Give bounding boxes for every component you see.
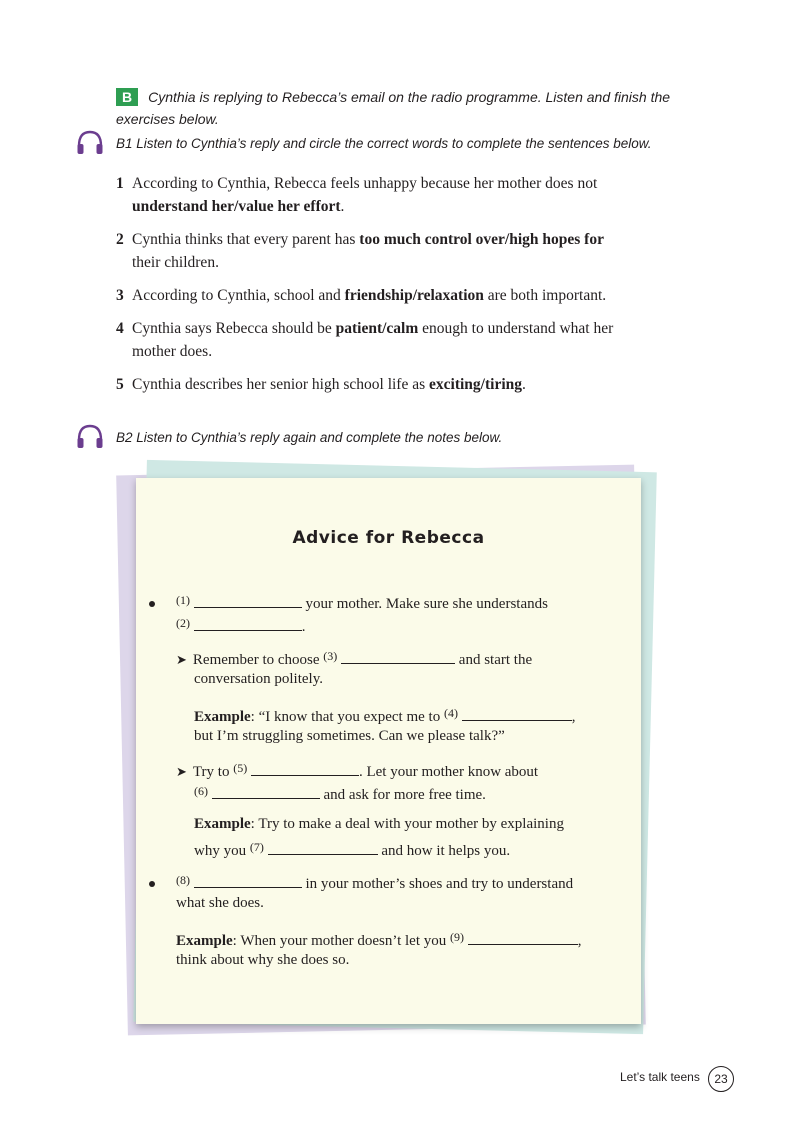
- blank-4[interactable]: [462, 706, 572, 721]
- example-1-cont: but I’m struggling sometimes. Can we please talk?”: [194, 728, 505, 744]
- question-2: 2 Cynthia thinks that every parent has too much control over/high hopes for their children.: [116, 231, 604, 271]
- note-line-2: $^{(2)}$ .: [176, 616, 306, 635]
- arrow-right-icon: ➤: [176, 652, 187, 667]
- example-2-cont: why you $^{(7)}$ and how it helps you.: [194, 840, 511, 859]
- note-line-8-cont: what she does.: [176, 895, 264, 911]
- section-intro: B Cynthia is replying to Rebecca’s email on the radio programme. Listen and finish the exercises below.: [116, 89, 671, 127]
- blank-9[interactable]: [468, 930, 578, 945]
- blank-7[interactable]: [268, 840, 378, 855]
- footer-unit-title: Let’s talk teens: [620, 1070, 700, 1084]
- example-2: Example: Try to make a deal with your mother by explaining: [194, 816, 564, 832]
- section-badge: B: [116, 88, 138, 106]
- b1-instruction: B1 Listen to Cynthia’s reply and circle the correct words to complete the sentences below.: [116, 136, 652, 151]
- note-line-8: $^{(8)}$ in your mother’s shoes and try to understand: [176, 873, 574, 892]
- headphones-icon[interactable]: [76, 424, 104, 450]
- example-1: Example: “I know that you expect me to $^{(4)}$ ,: [194, 706, 576, 725]
- blank-6[interactable]: [212, 784, 320, 799]
- reminder-1-cont: conversation politely.: [194, 671, 323, 687]
- question-1: 1 According to Cynthia, Rebecca feels unhappy because her mother does not understand her/value her effort.: [116, 175, 598, 215]
- b2-instruction: B2 Listen to Cynthia’s reply again and complete the notes below.: [116, 430, 503, 445]
- question-5: 5 Cynthia describes her senior high school life as exciting/tiring.: [116, 376, 526, 393]
- question-3: 3 According to Cynthia, school and friendship/relaxation are both important.: [116, 287, 607, 304]
- bullet: [149, 601, 155, 607]
- arrow-right-icon: ➤: [176, 764, 187, 779]
- example-3-cont: think about why she does so.: [176, 952, 350, 968]
- example-3: Example: When your mother doesn’t let you $^{(9)}$ ,: [176, 930, 582, 949]
- page-number: 23: [708, 1066, 734, 1092]
- blank-2[interactable]: [194, 616, 302, 631]
- reminder-2: ➤ Try to $^{(5)}$ . Let your mother know about: [176, 761, 539, 780]
- blank-5[interactable]: [251, 761, 359, 776]
- blank-3[interactable]: [341, 649, 455, 664]
- note-line-1: $^{(1)}$ your mother. Make sure she understands: [176, 593, 548, 612]
- blank-8[interactable]: [194, 873, 302, 888]
- reminder-2-cont: $^{(6)}$ and ask for more free time.: [194, 784, 486, 803]
- question-4: 4 Cynthia says Rebecca should be patient/calm enough to understand what her mother does.: [116, 320, 614, 360]
- notes-card: [136, 478, 641, 1024]
- notes-title: Advice for Rebecca: [292, 528, 485, 548]
- bullet: [149, 881, 155, 887]
- blank-1[interactable]: [194, 593, 302, 608]
- reminder-1: ➤ Remember to choose $^{(3)}$ and start the: [176, 649, 533, 668]
- headphones-icon[interactable]: [76, 130, 104, 156]
